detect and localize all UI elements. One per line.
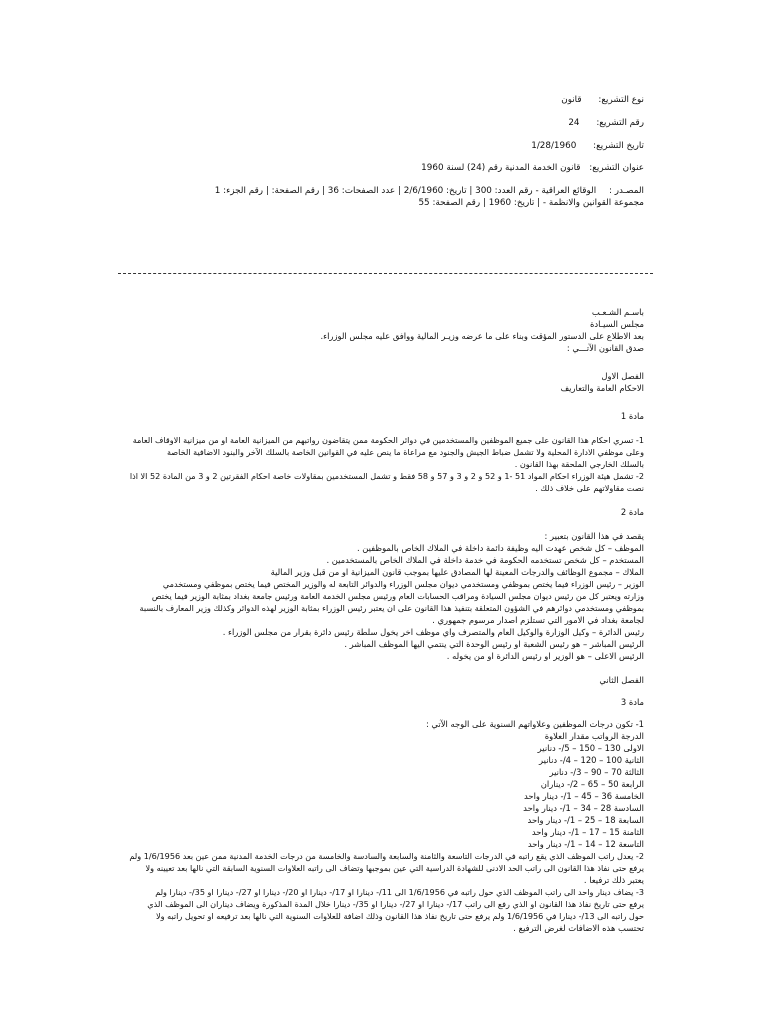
- article-1-line-1: 1- تسري احكام هذا القانون على جميع الموظفين والمستخدمين في دوائر الحكومة ممن يتقاضون رواتبهم من الميزانية العامة او من ميزانية الاوقاف العامة: [132, 435, 644, 445]
- grade-row: الثانية 100 – 120 – 4/- دنانير: [539, 755, 644, 765]
- article-2-line-3: المستخدم – كل شخص تستخدمه الحكومة في خدمة داخلة في الملاك الخاص بالمستخدمين .: [326, 555, 644, 565]
- preamble-line-4: صدق القانون الآتـــي :: [566, 343, 644, 353]
- article-1-line-5: نصت مقاولاتهم على خلاف ذلك .: [535, 483, 644, 493]
- preamble-line-2: مجلس السيـادة: [589, 319, 644, 329]
- grade-row: الاولى 130 – 150 – 5/- دنانير: [537, 743, 644, 753]
- chapter-2-title: الفصل الثاني: [599, 675, 644, 685]
- chapter-1-subtitle: الاحكام العامة والتعاريف: [560, 383, 644, 393]
- article-2-line-11: الرئيس الاعلى – هو الوزير او رئيس الدائرة او من يخوله .: [446, 651, 644, 661]
- preamble-line-3: بعد الاطلاع على الدستور المؤقت وبناء على ما عرضه وزيـر المالية ووافق عليه مجلس الوزراء.: [320, 331, 644, 341]
- legislation-date-value: 1/28/1960: [531, 141, 577, 151]
- legislation-source-value-2: مجموعة القوانين والانظمة - | تاريخ: 1960 | رقم الصفحة: 55: [418, 198, 644, 208]
- grades-table-header: الدرجة الرواتب مقدار العلاوة: [544, 731, 644, 741]
- legislation-type-value: قانون: [561, 95, 582, 105]
- article-2-line-6: وزارته ويعتبر كل من رئيس ديوان مجلس السيادة ومراقب الحسابات العام ورئيس مجلس الخدمة العامة ورئيس جامعة بغداد بمثابة الوزير فيما يختص: [151, 591, 644, 601]
- article-3-para-3-line-1: 3- يضاف دينار واحد الى راتب الموظف الذي حول راتبه في 1/6/1956 الى 11/- دينارا او 17/- دينارا او 20/- دينارا او 27/- دينارا او 35/- دينارا ولم: [155, 887, 644, 897]
- legislation-title-value: قانون الخدمة المدنية رقم (24) لسنة 1960: [421, 163, 581, 173]
- article-3-para-3-line-4: تحتسب هذه الاضافات لغرض الترفيع .: [513, 923, 644, 933]
- legislation-title: [421, 164, 644, 173]
- article-3-intro: 1- تكون درجات الموظفين وعلاواتهم السنوية على الوجه الآتي :: [425, 719, 644, 729]
- article-2-line-4: الملاك – مجموع الوظائف والدرجات المعينة لها المصادق عليها بموجب قانون الميزانية او من قبل وزير المالية: [270, 567, 644, 577]
- legislation-title-label: عنوان التشريع:: [589, 163, 644, 173]
- article-3-para-2-line-1: 2- يعدل راتب الموظف الذي يقع راتبه في الدرجات التاسعة والثامنة والسابعة والسادسة والخامسة من درجات الخدمة المدنية ممن عين بعد 1/6/1956 ولم: [129, 851, 644, 861]
- grade-row: السابعة 18 – 25 – 1/- دينار واحد: [527, 815, 644, 825]
- section-divider: [118, 273, 653, 274]
- legislation-type: [561, 96, 644, 105]
- article-3-title: مادة 3: [620, 697, 644, 707]
- grade-row: السادسة 28 – 34 – 1/- دينار واحد: [523, 803, 644, 813]
- grade-row: التاسعة 12 – 14 – 1/- دينار واحد: [527, 839, 644, 849]
- article-2-line-1: يقصد في هذا القانون بتعبير :: [544, 531, 644, 541]
- article-2-line-8: لجامعة بغداد في الامور التي تستلزم اصدار مرسوم جمهوري .: [432, 615, 644, 625]
- chapter-1-title: الفصل الاول: [601, 371, 644, 381]
- preamble-line-1: باسـم الشـعـب: [591, 307, 644, 317]
- article-3-para-3-line-3: حول راتبه الى 13/- دينارا في 1/6/1956 ولم يرفع حتى تاريخ نفاذ هذا القانون وذلك اضافة للعلاوات السنوية التي نالها بعد ترفيعه او تحويل راتبه ولا: [156, 911, 644, 921]
- article-1-line-2: وعلى موظفي الادارة المحلية ولا تشمل ضباط الجيش والجنود مع مراعاة ما ينص عليه في القوانين الخاصة بالسلك الآخر والبنود الاضافية الخاصة: [166, 447, 644, 457]
- legislation-source-2: [418, 199, 644, 208]
- legislation-number-label: رقم التشريع:: [596, 118, 644, 128]
- article-2-title: مادة 2: [620, 507, 644, 517]
- legislation-date-label: تاريخ التشريع:: [593, 141, 644, 151]
- article-1-line-3: بالسلك الخارجي الملحقة بهذا القانون .: [514, 459, 644, 469]
- article-2-line-10: الرئيس المباشر – هو رئيس الشعبة او رئيس الوحدة التي ينتمي اليها الموظف المباشر .: [344, 639, 644, 649]
- article-2-line-2: الموظف – كل شخص عهدت اليه وظيفة دائمة داخلة في الملاك الخاص بالموظفين .: [356, 543, 644, 553]
- legislation-date: [531, 142, 644, 151]
- article-3-para-3-line-2: يرفع حتى تاريخ نفاذ هذا القانون او الذي رفع الى راتب 17/- دينارا او 27/- دينارا او 35/- دينارا خلال المدة المذكورة ويضاف ديناران الى الموظف الذي: [147, 899, 644, 909]
- legislation-type-label: نوع التشريع:: [598, 95, 644, 105]
- grade-row: الثالثة 70 – 90 – 3/- دنانير: [549, 767, 644, 777]
- grade-row: الرابعة 50 – 65 – 2/- ديناران: [540, 779, 644, 789]
- grade-row: الخامسة 36 – 45 – 1/- دينار واحد: [524, 791, 644, 801]
- legislation-source-label: المصـدر :: [608, 186, 644, 196]
- article-1-line-4: 2- تشمل هيئة الوزراء احكام المواد 51 -1 و 52 و 2 و 3 و 57 و 58 فقط و تشمل المستخدمين بمقاولات خاصة احكام الفقرتين 2 و 3 من المادة 52 الا اذا: [129, 471, 644, 481]
- article-3-para-2-line-3: يعتبر ذلك ترفيعا .: [583, 875, 644, 885]
- article-2-line-5: الوزير – رئيس الوزراء فيما يختص بموظفي ومستخدمي ديوان مجلس الوزراء والدوائر التابعة له والوزير المختص فيما يختص بموظفي ومستخدمي: [162, 579, 644, 589]
- article-1-title: مادة 1: [620, 411, 644, 421]
- legislation-number: [568, 119, 644, 128]
- article-2-line-9: رئيس الدائرة – وكيل الوزارة والوكيل العام والمتصرف واي موظف اخر يخول سلطة رئيس دائرة بقرار من مجلس الوزراء .: [222, 627, 644, 637]
- legislation-number-value: 24: [568, 118, 580, 128]
- legislation-source-value-1: الوقائع العراقية - رقم العدد: 300 | تاريخ: 2/6/1960 | عدد الصفحات: 36 | رقم الصفحة: | رقم الجزء: 1: [214, 186, 597, 196]
- article-2-line-7: بموظفي ومستخدمي دوائرهم في الشؤون المتعلقة بتنفيذ هذا القانون على ان يعتبر رئيس الوزراء بمثابة الوزير لهذه الدوائر وكذلك وزير المعارف بالنسبة: [139, 603, 644, 613]
- legislation-source: [215, 187, 644, 196]
- grade-row: الثامنة 15 – 17 – 1/- دينار واحد: [531, 827, 644, 837]
- article-3-para-2-line-2: يرفع حتى نفاذ هذا القانون الى راتب الحد الادنى للشهادة الدراسية التي عين بموجبها وتضاف الى راتبه العلاوات السنوية السابقة التي نالها بعد تعيينه ولا: [145, 863, 644, 873]
